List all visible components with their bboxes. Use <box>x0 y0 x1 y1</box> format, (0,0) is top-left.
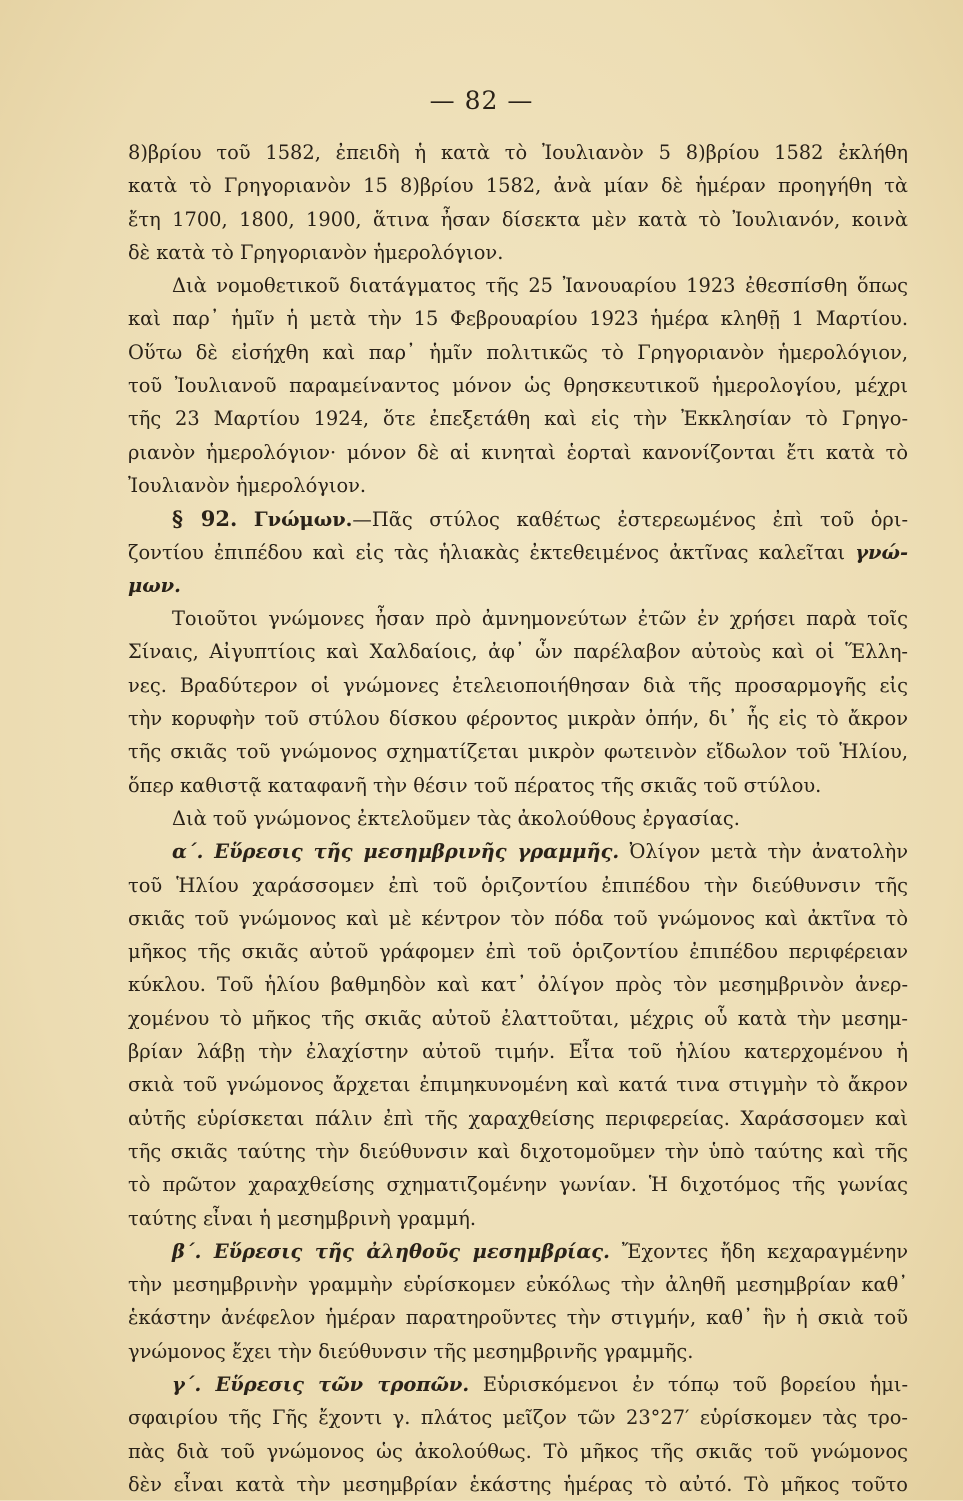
item-label: γ΄. Εὕρεσις τῶν τροπῶν. <box>172 1372 470 1396</box>
section-text: —Πᾶς στύλος καθέτως ἐστερεωμένος ἐπὶ τοῦ ὁρι- <box>352 508 908 532</box>
term: μων. <box>128 573 181 597</box>
term: γνώ- <box>855 540 908 564</box>
item-label: β΄. Εὕρεσις τῆς ἀληθοῦς μεσημβρίας. <box>172 1239 610 1263</box>
text-line: ἔτη 1700, 1800, 1900, ἅτινα ἦσαν δίσεκτα μὲν κατὰ τὸ Ἰουλιανόν, κοινὰ <box>128 207 908 231</box>
text-line: Ἰουλιανὸν ἡμερολόγιον. <box>128 473 367 497</box>
text-line: Σίναις, Αἰγυπτίοις καὶ Χαλδαίοις, ἀφ᾿ ὧν παρέλαβον αὐτοὺς καὶ οἱ Ἕλλη- <box>128 640 908 664</box>
text-line: σκιὰ τοῦ γνώμονος ἄρχεται ἐπιμηκυνομένη καὶ κατά τινα στιγμὴν τὸ ἄκρον <box>128 1073 908 1097</box>
text-line: Διὰ νομοθετικοῦ διατάγματος τῆς 25 Ἰανουαρίου 1923 ἐθεσπίσθη ὅπως <box>172 274 908 298</box>
text-line: καὶ παρ᾿ ἡμῖν ἡ μετὰ τὴν 15 Φεβρουαρίου 1923 ἡμέρα κληθῇ 1 Μαρτίου. <box>128 307 908 331</box>
text-line: Διὰ τοῦ γνώμονος ἐκτελοῦμεν τὰς ἀκολούθους ἐργασίας. <box>172 806 740 830</box>
text-line: χομένου τὸ μῆκος τῆς σκιᾶς αὐτοῦ ἐλαττοῦται, μέχρις οὗ κατὰ τὴν μεσημ- <box>128 1006 908 1030</box>
text-line: σφαιρίου τῆς Γῆς ἔχοντι γ. πλάτος μεῖζον τῶν 23°27′ εὑρίσκομεν τὰς τρο- <box>128 1406 908 1430</box>
text-line: ριανὸν ἡμερολόγιον· μόνον δὲ αἱ κινηταὶ ἑορταὶ κανονίζονται ἔτι κατὰ τὸ <box>128 440 908 464</box>
item-heading-line <box>128 835 908 868</box>
item-label: α΄. Εὕρεσις τῆς μεσημβρινῆς γραμμῆς. <box>172 840 620 864</box>
text-line: τὸ πρῶτον χαραχθείσης σχηματιζομένην γωνίαν. Ἡ διχοτόμος τῆς γωνίας <box>128 1173 908 1197</box>
text-line: βρίαν λάβῃ τὴν ἐλαχίστην αὐτοῦ τιμήν. Εἶτα τοῦ ἡλίου κατερχομένου ἡ <box>128 1040 908 1064</box>
text-line: Οὕτω δὲ εἰσήχθη καὶ παρ᾿ ἡμῖν πολιτικῶς τὸ Γρηγοριανὸν ἡμερολόγιον, <box>128 340 908 364</box>
text-line: δὲ κατὰ τὸ Γρηγοριανὸν ἡμερολόγιον. <box>128 240 504 264</box>
section-number: § 92. <box>172 506 238 532</box>
text-line: τῆς σκιᾶς τοῦ γνώμονος σχηματίζεται μικρὸν φωτεινὸν εἴδωλον τοῦ Ἡλίου, <box>128 740 908 764</box>
text-line: μῆκος τῆς σκιᾶς αὐτοῦ γράφομεν ἐπὶ τοῦ ὁριζοντίου ἐπιπέδου περιφέρειαν <box>128 940 908 964</box>
text-line: ταύτης εἶναι ἡ μεσημβρινὴ γραμμή. <box>128 1206 477 1230</box>
item-heading-line <box>128 1235 908 1268</box>
section-title: Γνώμων. <box>253 508 353 532</box>
text-line: αὐτῆς εὑρίσκεται πάλιν ἐπὶ τῆς χαραχθείσης περιφερείας. Χαράσσομεν καὶ <box>128 1106 908 1130</box>
text-line: τὴν μεσημβρινὴν γραμμὴν εὑρίσκομεν εὐκόλως τὴν ἀληθῆ μεσημβρίαν καθ᾿ <box>128 1273 908 1297</box>
text-line: τῆς σκιᾶς ταύτης τὴν διεύθυνσιν καὶ διχοτομοῦμεν τὴν ὑπὸ ταύτης καὶ τῆς <box>128 1139 908 1163</box>
page-number: — 82 — <box>429 86 534 115</box>
item-heading-line <box>128 1368 908 1401</box>
section-text: ζοντίου ἐπιπέδου καὶ εἰς τὰς ἡλιακὰς ἐκτεθειμένος ἀκτῖνας καλεῖται <box>128 540 846 564</box>
text-line <box>128 536 908 569</box>
text-line: Τοιοῦτοι γνώμονες ἦσαν πρὸ ἀμνημονεύτων ἐτῶν ἐν χρήσει παρὰ τοῖς <box>172 607 908 631</box>
text-line: τοῦ Ἡλίου χαράσσομεν ἐπὶ τοῦ ὁριζοντίου ἐπιπέδου τὴν διεύθυνσιν τῆς <box>128 873 908 897</box>
item-text: Εὑρισκόμενοι ἐν τόπῳ τοῦ βορείου ἡμι- <box>482 1372 908 1396</box>
text-line: κατὰ τὸ Γρηγοριανὸν 15 8)βρίου 1582, ἀνὰ μίαν δὲ ἡμέραν προηγήθη τὰ <box>128 174 908 198</box>
section-heading-line <box>128 502 908 535</box>
text-line: 8)βρίου τοῦ 1582, ἐπειδὴ ἡ κατὰ τὸ Ἰουλιανὸν 5 8)βρίου 1582 ἐκλήθη <box>128 141 908 164</box>
text-line: πὰς διὰ τοῦ γνώμονος ὡς ἀκολούθως. Τὸ μῆκος τῆς σκιᾶς τοῦ γνώμονος <box>128 1439 908 1463</box>
text-line: δὲν εἶναι κατὰ τὴν μεσημβρίαν ἑκάστης ἡμέρας τὸ αὐτό. Τὸ μῆκος τοῦτο <box>128 1472 908 1496</box>
text-line: νες. Βραδύτερον οἱ γνώμονες ἐτελειοποιήθησαν διὰ τῆς προσαρμογῆς εἰς <box>128 673 908 697</box>
text-line: ἑκάστην ἀνέφελον ἡμέραν παρατηροῦντες τὴν στιγμήν, καθ᾿ ἣν ἡ σκιὰ τοῦ <box>128 1306 908 1330</box>
text-line <box>128 569 908 602</box>
text-line: τῆς 23 Μαρτίου 1924, ὅτε ἐπεξετάθη καὶ εἰς τὴν Ἐκκλησίαν τὸ Γρηγο- <box>128 407 908 431</box>
text-line: τὴν κορυφὴν τοῦ στύλου δίσκου φέροντος μικρὰν ὀπήν, δι᾿ ἧς εἰς τὸ ἄκρον <box>128 707 908 731</box>
body-text <box>128 136 908 1501</box>
text-line: ὅπερ καθιστᾷ καταφανῆ τὴν θέσιν τοῦ πέρατος τῆς σκιᾶς τοῦ στύλου. <box>128 773 822 797</box>
text-line: γνώμονος ἔχει τὴν διεύθυνσιν τῆς μεσημβρινῆς γραμμῆς. <box>128 1339 694 1363</box>
text-line: σκιᾶς τοῦ γνώμονος καὶ μὲ κέντρον τὸν πόδα τοῦ γνώμονος καὶ ἀκτῖνα τὸ <box>128 906 908 930</box>
item-text: Ἔχοντες ἤδη κεχαραγμένην <box>621 1239 908 1263</box>
item-text: Ὀλίγον μετὰ τὴν ἀνατολὴν <box>629 840 908 864</box>
text-line: τοῦ Ἰουλιανοῦ παραμείναντος μόνον ὡς θρησκευτικοῦ ἡμερολογίου, μέχρι <box>128 374 908 398</box>
text-line: κύκλου. Τοῦ ἡλίου βαθμηδὸν καὶ κατ᾿ ὀλίγον πρὸς τὸν μεσημβρινὸν ἀνερ- <box>128 973 908 997</box>
